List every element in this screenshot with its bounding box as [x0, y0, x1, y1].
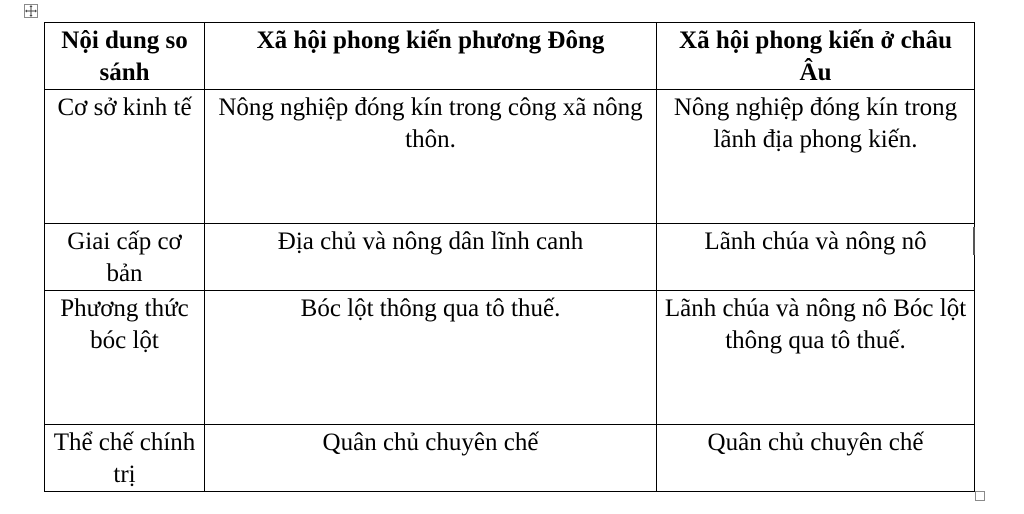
table-cell[interactable]: Thể chế chính trị	[45, 425, 205, 492]
comparison-table	[44, 22, 975, 492]
table-resize-handle-icon[interactable]	[975, 491, 985, 501]
table-cell[interactable]: Nông nghiệp đóng kín trong lãnh địa phong kiến.	[657, 90, 975, 224]
table-row	[45, 90, 975, 224]
text-cursor	[973, 227, 975, 255]
table-cell[interactable]: Cơ sở kinh tế	[45, 90, 205, 224]
table-header-row	[45, 23, 975, 90]
table-cell[interactable]: Quân chủ chuyên chế	[657, 425, 975, 492]
table-row	[45, 425, 975, 492]
table-row	[45, 224, 975, 291]
table-cell[interactable]: Quân chủ chuyên chế	[205, 425, 657, 492]
table-cell[interactable]: Nông nghiệp đóng kín trong công xã nông thôn.	[205, 90, 657, 224]
header-cell-criteria[interactable]: Nội dung so sánh	[45, 23, 205, 90]
table-cell[interactable]: Phương thức bóc lột	[45, 291, 205, 425]
table-cell[interactable]: Địa chủ và nông dân lĩnh canh	[205, 224, 657, 291]
header-cell-east[interactable]: Xã hội phong kiến phương Đông	[205, 23, 657, 90]
table-cell[interactable]: Lãnh chúa và nông nô	[657, 224, 975, 291]
table-cell[interactable]: Bóc lột thông qua tô thuế.	[205, 291, 657, 425]
table-cell[interactable]: Lãnh chúa và nông nô Bóc lột thông qua tô thuế.	[657, 291, 975, 425]
table-row	[45, 291, 975, 425]
table-move-handle-icon[interactable]	[24, 4, 38, 18]
header-cell-europe[interactable]: Xã hội phong kiến ở châu Âu	[657, 23, 975, 90]
table-cell[interactable]: Giai cấp cơ bản	[45, 224, 205, 291]
